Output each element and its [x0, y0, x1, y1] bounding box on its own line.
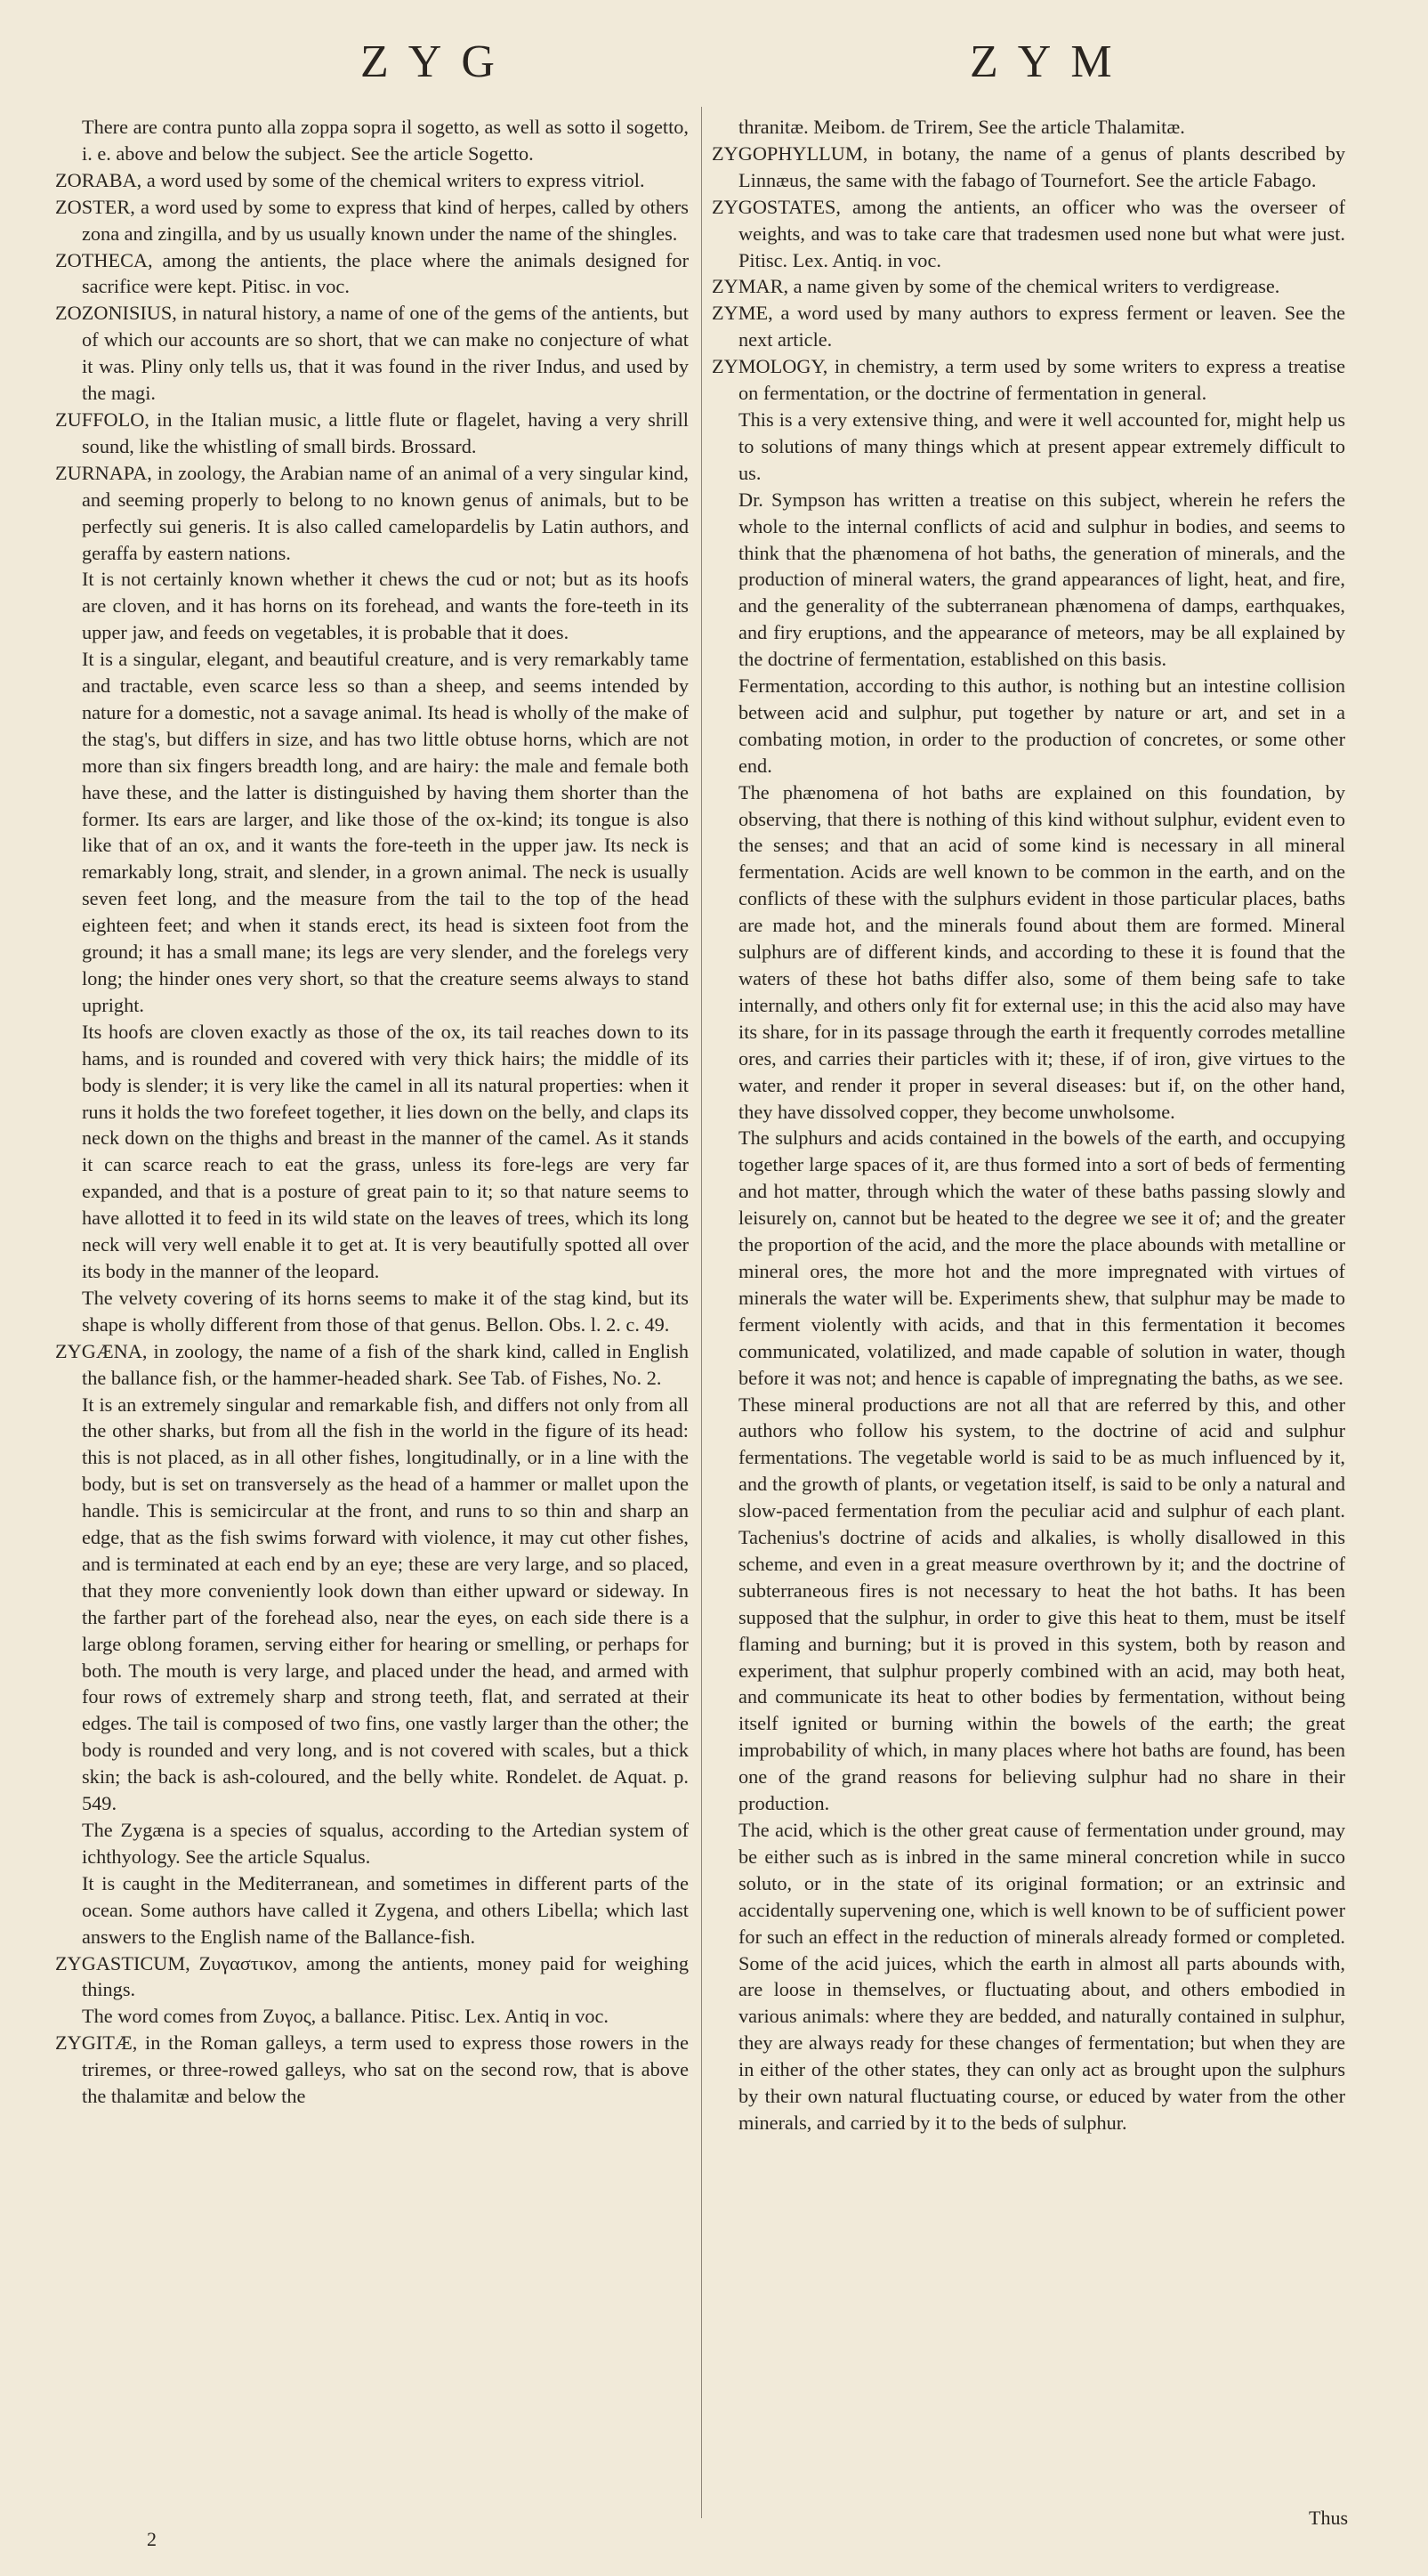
page-number: 2: [147, 2528, 157, 2550]
entry-zygasticum: ZYGASTICUM, Ζυγαστικον, among the antients, money paid for weighing things.: [55, 1951, 689, 2001]
paragraph: thranitæ. Meibom. de Trirem, See the article Thalamitæ.: [738, 116, 1185, 138]
paragraph: The word comes from Ζυγος, a ballance. Pitisc. Lex. Antiq in voc.: [82, 2005, 609, 2028]
paragraph: Dr. Sympson has written a treatise on this subject, wherein he refers the whole to the internal conflicts of acid and sulphur in bodies, and seems to think that the phænomena of hot baths, the generation of minerals, and the production of mineral waters, the grand appearances of light, heat, and fire, and the generality of the subterranean phænomena of damps, earthquakes, and firy eruptions, and the appearance of meteors, may be all explained by the doctrine of fermentation, established on this basis.: [738, 488, 1345, 671]
paragraph: The velvety covering of its horns seems to make it of the stag kind, but its shape is wholly different from those of that genus. Bellon. Obs. l. 2. c. 49.: [82, 1286, 689, 1336]
entry-zyme: ZYME, a word used by many authors to express ferment or leaven. See the next article.: [712, 302, 1345, 351]
paragraph: The sulphurs and acids contained in the bowels of the earth, and occupying together large spaces of it, are thus formed into a sort of beds of fermenting and hot matter, through which the water of these baths passing slowly and leisurely on, cannot but be heated to the degree we see it of; and the greater the proportion of the acid, and the more the place abounds with metalline or mineral ores, the more hot and the more impregnated with virtues of minerals the water will be. Experiments shew, that sulphur may be made to ferment violently with acids, and that in this fermentation it becomes communicated, volatilized, and made capable of solution in water, though before it was not; and hence is capable of impregnating the baths, as we see.: [738, 1126, 1345, 1389]
entry-zygostates: ZYGOSTATES, among the antients, an officer who was the overseer of weights, and was to take care that tradesmen used none but what were just. Pitisc. Lex. Antiq. in voc.: [712, 195, 1345, 271]
paragraph: These mineral productions are not all that are referred by this, and other authors who follow his system, to the doctrine of acid and sulphur fermentations. The vegetable world is said to be as much influenced by it, and the growth of plants, or vegetation itself, is said to be only a natural and slow-paced fermentation from the peculiar acid and sulphur of each plant. Tachenius's doctrine of acids and alkalies, is wholly disallowed in this scheme, and even in a great measure overthrown by it; and the doctrine of subterraneous fires is not necessary to heat the hot baths. It has been supposed that the sulphur, in order to give this heat to them, must be itself flaming and burning; but it is proved in this system, both by reason and experiment, that sulphur properly combined with an acid, may both heat, and communicate its heat to other bodies by fermentation, without being itself ignited or burning within the bowels of the earth; the great improbability of which, in many places where hot baths are found, has been one of the grand reasons for believing sulphur had no share in their production.: [738, 1393, 1345, 1815]
paragraph: The phænomena of hot baths are explained on this foundation, by observing, that there is nothing of this kind without sulphur, evident even to the senses; and that an acid of some kind is necessary in all mineral fermentation. Acids are well known to be common in the earth, and on the conflicts of these with the sulphurs evident in those particular places, baths are made hot, and the minerals found about them are formed. Mineral sulphurs are of different kinds, and according to these it is found that the waters of these hot baths differ also, some of them being safe to take internally, and others only fit for external use; in this the acid also may have its share, for in its passage through the earth it frequently corrodes metalline ores, and carries their particles with it; these, if of iron, give virtues to the water, and render it proper in several diseases: but if, on the other hand, they have dissolved copper, they become unwholsome.: [738, 780, 1345, 1123]
entry-zygitae: ZYGITÆ, in the Roman galleys, a term used to express those rowers in the triremes, or three-rowed galleys, who sat on the second row, that is above the thalamitæ and below the: [55, 2031, 689, 2108]
paragraph: It is caught in the Mediterranean, and sometimes in different parts of the ocean. Some authors have called it Zygena, and others Libella; which last answers to the English name of the Ballance-fish.: [82, 1871, 689, 1948]
running-head-right: ZYM: [970, 36, 1132, 87]
entry-zurnapa: ZURNAPA, in zoology, the Arabian name of an animal of a very singular kind, and seeming properly to belong to no known genus of animals, but to be perfectly sui generis. It is also called camelopardelis by Latin authors, and geraffa by eastern nations.: [55, 461, 689, 564]
entry-zozonisius: ZOZONISIUS, in natural history, a name of one of the gems of the antients, but of which our accounts are so short, that we can make no conjecture of what it was. Pliny only tells us, that it was found in the river Indus, and used by the magi.: [55, 302, 689, 405]
left-column: [55, 114, 689, 2110]
entry-zymology: ZYMOLOGY, in chemistry, a term used by some writers to express a treatise on fermentation, or the doctrine of fermentation in general.: [712, 355, 1345, 405]
paragraph: This is a very extensive thing, and were it well accounted for, might help us to solutions of many things which at present appear extremely difficult to us.: [738, 408, 1345, 484]
running-head-left: ZYG: [360, 36, 514, 87]
entry-zygaena: ZYGÆNA, in zoology, the name of a fish of the shark kind, called in English the ballance fish, or the hammer-headed shark. See Tab. of Fishes, No. 2.: [55, 1339, 689, 1389]
paragraph: The Zygæna is a species of squalus, according to the Artedian system of ichthyology. See the article Squalus.: [82, 1819, 689, 1868]
entry-zoraba: ZORABA, a word used by some of the chemical writers to express vitriol.: [55, 168, 645, 191]
right-column: [712, 114, 1345, 2136]
entry-zymar: ZYMAR, a name given by some of the chemical writers to verdigrease.: [712, 275, 1280, 298]
column-divider: [701, 107, 702, 2518]
paragraph: It is not certainly known whether it chews the cud or not; but as its hoofs are cloven, and it has horns on its forehead, and wants the fore-teeth in its upper jaw, and feeds on vegetables, it is probable that it does.: [82, 568, 689, 644]
entry-zuffolo: ZUFFOLO, in the Italian music, a little flute or flagelet, having a very shrill sound, like the whistling of small birds. Brossard.: [55, 408, 689, 457]
entry-zotheca: ZOTHECA, among the antients, the place where the animals designed for sacrifice were kept. Pitisc. in voc.: [55, 248, 689, 298]
catchword: Thus: [1309, 2507, 1348, 2529]
paragraph: Its hoofs are cloven exactly as those of the ox, its tail reaches down to its hams, and is rounded and covered with very thick hairs; the middle of its body is slender; it is very like the camel in all its natural properties: when it runs it holds the two forefeet together, it lies down on the belly, and claps its neck down on the thighs and breast in the manner of the camel. As it stands it can scarce reach to eat the grass, unless its fore-legs are very far expanded, and that is a posture of great pain to it; so that nature seems to have allotted it to feed in its wild state on the leaves of trees, which its long neck will very well enable it to get at. It is very beautifully spotted all over its body in the manner of the leopard.: [82, 1020, 689, 1282]
paragraph: There are contra punto alla zoppa sopra il sogetto, as well as sotto il sogetto, i. e. above and below the subject. See the article Sogetto.: [82, 116, 689, 165]
paragraph: Fermentation, according to this author, is nothing but an intestine collision between acid and sulphur, put together by nature or art, and set in a combating motion, in order to the production of concretes, or some other end.: [738, 674, 1345, 777]
paragraph: It is an extremely singular and remarkable fish, and differs not only from all the other sharks, but from all the fish in the world in the figure of its head: this is not placed, as in all other fishes, longitudinally, or in a line with the body, but is set on transversely as the head of a hammer or mallet upon the handle. This is semicircular at the front, and runs to so thin and sharp an edge, that as the fish swims forward with violence, it may cut other fishes, and is terminated at each end by an eye; these are very large, and so placed, that they more conveniently look down than either upward or sideway. In the farther part of the forehead also, near the eyes, on each side there is a large oblong foramen, serving either for hearing or smelling, or perhaps for both. The mouth is very large, and placed under the head, and armed with four rows of extremely sharp and strong teeth, flat, and serrated at their edges. The tail is composed of two fins, one vastly larger than the other; the body is rounded and very long, and is not covered with scales, but a thick skin; the back is ash-coloured, and the belly white. Rondelet. de Aquat. p. 549.: [82, 1393, 689, 1815]
paragraph: It is a singular, elegant, and beautiful creature, and is very remarkably tame and tractable, even scarce less so than a sheep, and seems intended by nature for a domestic, not a savage animal. Its head is wholly of the make of the stag's, but differs in size, and has two little obtuse horns, which are not more than six fingers breadth long, and are hairy: the male and female both have these, and the latter is distinguished by having them shorter than the former. Its ears are larger, and like those of the ox-kind; its tongue is also like that of an ox, and it wants the fore-teeth in the upper jaw. Its neck is remarkably long, strait, and slender, in a grown animal. The neck is usually seven feet long, and the measure from the tail to the top of the head eighteen feet; and when it stands erect, its head is sixteen foot from the ground; it has a small mane; its legs are very slender, and the forelegs very long; the hinder ones very short, so that the creature seems always to stand upright.: [82, 648, 689, 1016]
entry-zygophyllum: ZYGOPHYLLUM, in botany, the name of a genus of plants described by Linnæus, the same with the fabago of Tournefort. See the article Fabago.: [712, 141, 1345, 191]
entry-zoster: ZOSTER, a word used by some to express that kind of herpes, called by others zona and zingilla, and by us usually known under the name of the shingles.: [55, 195, 689, 245]
paragraph: The acid, which is the other great cause of fermentation under ground, may be either such as is inbred in the same mineral concretion while in succo soluto, or in the state of its original formation; or an extrinsic and accidentally supervening one, which is well known to be of sufficient power for such an effect in the reduction of minerals already formed or completed. Some of the acid juices, which the earth in almost all parts abounds with, are loose in themselves, or fluctuating about, and others embodied in various animals: where they are bedded, and naturally contained in sulphur, they are always ready for these changes of fermentation; but when they are in either of the other states, they can only act as brought upon the sulphurs by their own natural fluctuating course, or educed by water from the other minerals, and carried by it to the beds of sulphur.: [738, 1819, 1345, 2134]
